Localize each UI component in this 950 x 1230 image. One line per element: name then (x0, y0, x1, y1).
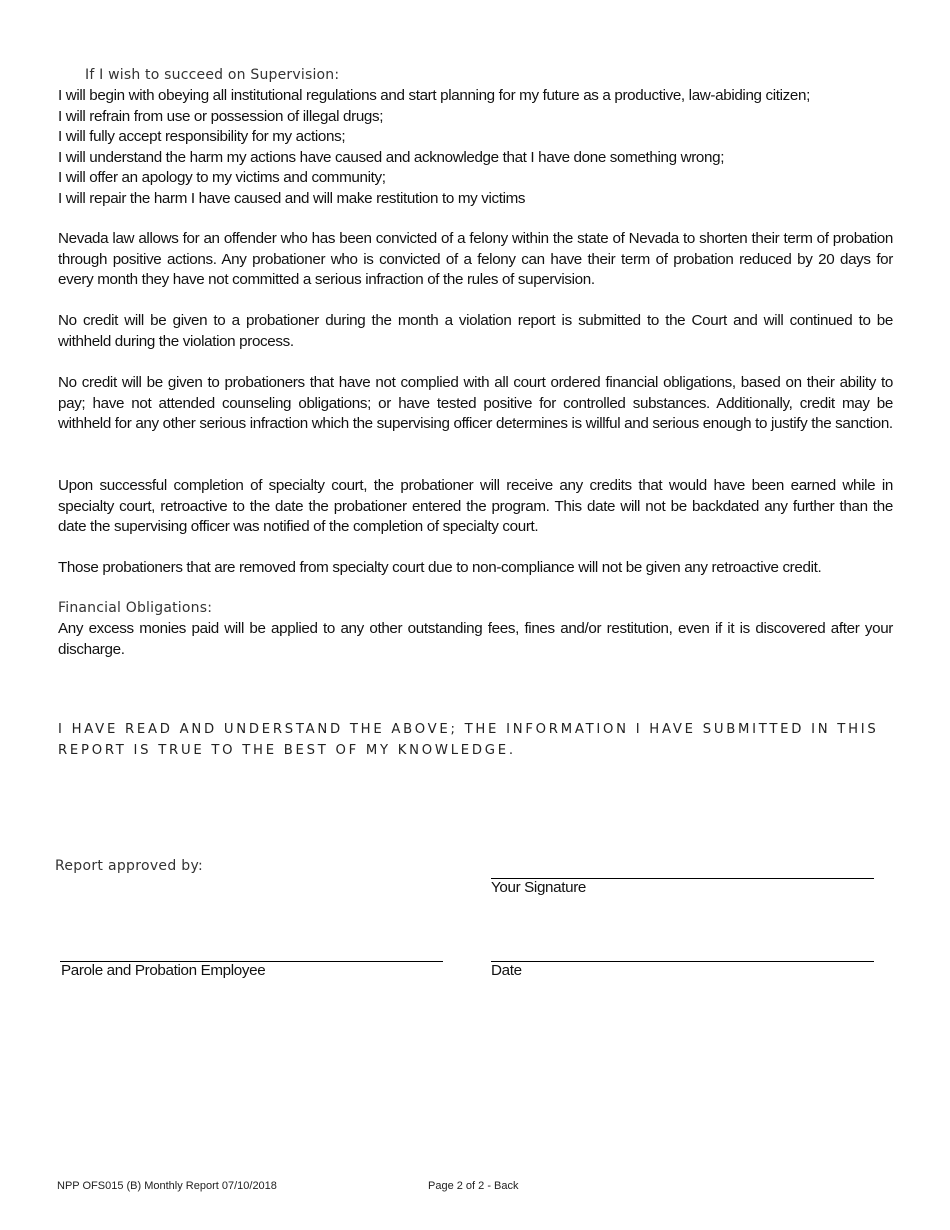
pledge-item: I will repair the harm I have caused and will make restitution to my victims (58, 189, 526, 207)
supervision-heading: If I wish to succeed on Supervision: (85, 67, 340, 83)
specialty-court-removal-paragraph: Those probationers that are removed from specialty court due to non-compliance will not be given any retroactive credit. (58, 559, 822, 576)
pledge-item: I will fully accept responsibility for my actions; (58, 128, 346, 146)
employee-label: Parole and Probation Employee (61, 962, 266, 979)
specialty-court-paragraph: Upon successful completion of specialty court, the probationer will receive any credits that would have been earned while in specialty court, retroactive to the date the probationer entered the program. This date will not be backdated any further than the date the supervising officer was notified of the completion of specialty court. (58, 477, 893, 536)
financial-obligations-text: Any excess monies paid will be applied to any other outstanding fees, fines and/or restitution, even if it is discovered after your discharge. (58, 620, 893, 658)
pledge-item: I will refrain from use or possession of illegal drugs; (58, 107, 384, 125)
pledge-item: I will begin with obeying all institutional regulations and start planning for my future as a productive, law-abiding citizen; (58, 87, 810, 104)
violation-credit-paragraph: No credit will be given to a probationer during the month a violation report is submitted to the Court and will continued to be withheld during the violation process. (58, 312, 893, 350)
financial-obligations-heading: Financial Obligations: (58, 600, 213, 616)
report-approved-label: Report approved by: (55, 858, 204, 874)
probation-reduction-paragraph: Nevada law allows for an offender who has been convicted of a felony within the state of Nevada to shorten their term of probation through positive actions. Any probationer who is convicted of a felony can have their term of probation reduced by 20 days for every month they have not committed a serious infraction of the rules of supervision. (58, 230, 893, 289)
pledge-item: I will understand the harm my actions have caused and acknowledge that I have done something wrong; (58, 148, 725, 166)
acknowledgement-statement: I HAVE READ AND UNDERSTAND THE ABOVE; THE INFORMATION I HAVE SUBMITTED IN THIS REPORT IS TRUE TO THE BEST OF MY KNOWLEDGE. (58, 722, 879, 758)
date-line[interactable] (491, 961, 874, 962)
pledge-item: I will offer an apology to my victims and community; (58, 169, 386, 187)
your-signature-label: Your Signature (491, 879, 587, 896)
noncompliance-credit-paragraph: No credit will be given to probationers that have not complied with all court ordered financial obligations, based on their ability to pay; have not attended counseling obligations; or have tested positive for controlled substances. Additionally, credit may be withheld for any other serious infraction which the supervising officer determines is willful and serious enough to justify the sanction. (58, 374, 893, 433)
date-label: Date (491, 962, 522, 979)
footer-page-number: Page 2 of 2 - Back (428, 1180, 519, 1192)
pledge-list (58, 86, 908, 210)
footer-form-id: NPP OFS015 (B) Monthly Report 07/10/2018 (57, 1180, 277, 1192)
